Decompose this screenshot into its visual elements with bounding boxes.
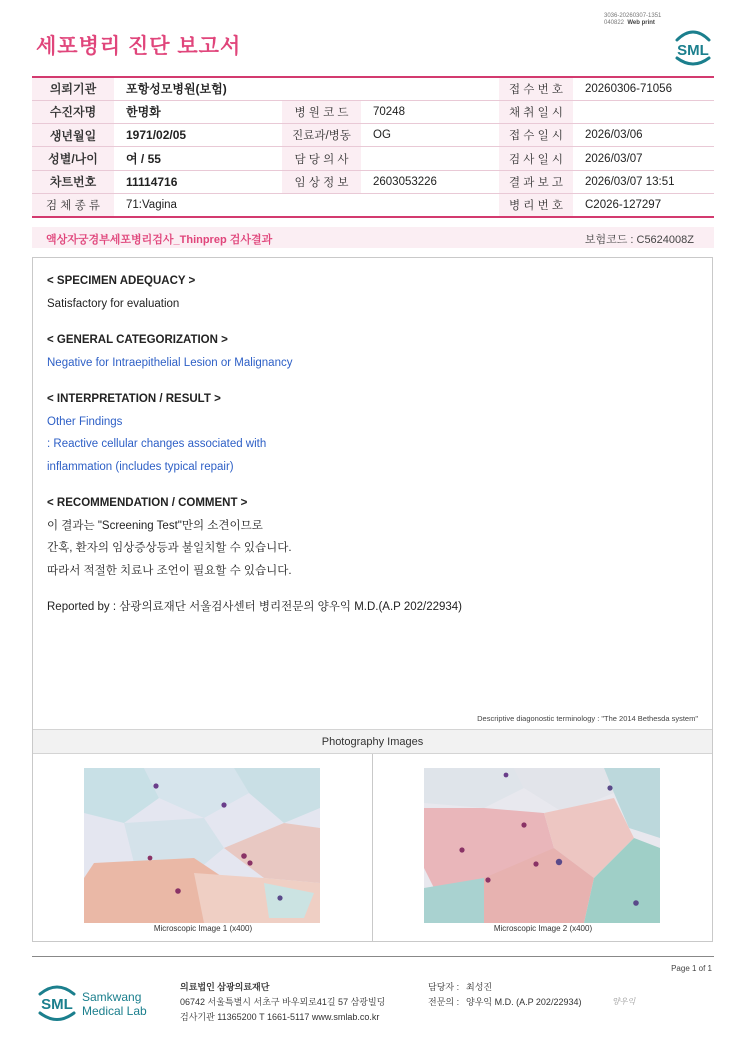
info-row bbox=[32, 124, 714, 147]
specimen-adequacy-value: Satisfactory for evaluation bbox=[47, 297, 180, 310]
info-row bbox=[32, 193, 714, 216]
info-label: 의뢰기관 bbox=[32, 77, 114, 100]
interpretation-heading: < INTERPRETATION / RESULT > bbox=[47, 393, 221, 405]
info-value: 여 / 55 bbox=[114, 147, 282, 170]
footer-divider bbox=[32, 956, 714, 957]
info-value: OG bbox=[361, 124, 499, 147]
interpretation-line2: : Reactive cellular changes associated with bbox=[47, 438, 267, 450]
print-code-line1: 3036-20260307-1351 bbox=[604, 13, 662, 19]
general-categorization-value: Negative for Intraepithelial Lesion or Malignancy bbox=[47, 356, 293, 369]
info-value: 2026/03/07 13:51 bbox=[573, 170, 714, 193]
info-row bbox=[32, 77, 714, 100]
print-code-line2: 040822 bbox=[604, 20, 625, 26]
info-label: 병 리 번 호 bbox=[499, 193, 573, 216]
info-label: 진료과/병동 bbox=[282, 124, 361, 147]
report-title: 세포병리 진단 보고서 bbox=[36, 35, 242, 58]
photo-cell-1 bbox=[33, 754, 373, 941]
samkwang-logo-icon bbox=[36, 980, 156, 1026]
report-box bbox=[32, 257, 713, 942]
info-label: 차트번호 bbox=[32, 170, 114, 193]
info-value: 포항성모병원(보험) bbox=[114, 77, 499, 100]
info-label: 성별/나이 bbox=[32, 147, 114, 170]
microscopic-image-1 bbox=[84, 768, 320, 923]
recommendation-line1: 이 결과는 "Screening Test"만의 소견이므로 bbox=[47, 519, 263, 532]
info-value: C2026-127297 bbox=[573, 193, 714, 216]
photo-caption-1: Microscopic Image 1 (x400) bbox=[153, 924, 253, 933]
info-label: 채 취 일 시 bbox=[499, 100, 573, 123]
org-contact: 검사기관 11365200 T 1661-5117 www.smlab.co.kr bbox=[180, 1012, 380, 1022]
info-value: 71:Vagina bbox=[114, 193, 499, 216]
reported-by: Reported by : 삼광의료재단 서울검사센터 병리전문의 양우익 M.D.(A.P 202/22934) bbox=[47, 601, 463, 613]
info-label: 생년월일 bbox=[32, 124, 114, 147]
info-value: 70248 bbox=[361, 100, 499, 123]
photo-section-header: Photography Images bbox=[33, 729, 712, 754]
org-name: 의료법인 삼광의료재단 bbox=[180, 982, 270, 992]
footer-organization bbox=[180, 980, 385, 1025]
doctor-signature: 양우익 bbox=[612, 997, 636, 1006]
staff-label: 담당자 : bbox=[428, 982, 460, 992]
info-value: 2026/03/06 bbox=[573, 124, 714, 147]
info-row bbox=[32, 100, 714, 123]
microscopic-image-2 bbox=[424, 768, 660, 923]
specimen-adequacy-heading: < SPECIMEN ADEQUACY > bbox=[47, 275, 196, 287]
info-label: 병 원 코 드 bbox=[282, 100, 361, 123]
report-body bbox=[47, 270, 697, 619]
info-value: 20260306-71056 bbox=[573, 77, 714, 100]
interpretation-line3: inflammation (includes typical repair) bbox=[47, 460, 234, 473]
info-value: 2026/03/07 bbox=[573, 147, 714, 170]
interpretation-line1: Other Findings bbox=[47, 415, 123, 428]
info-value: 1971/02/05 bbox=[114, 124, 282, 147]
doctor-label: 전문의 : bbox=[428, 997, 460, 1007]
exam-title: 액상자궁경부세포병리검사_Thinprep 검사결과 bbox=[46, 234, 273, 246]
bethesda-note: Descriptive diagonostic terminology : "The 2014 Bethesda system" bbox=[477, 714, 698, 723]
info-value: 11114716 bbox=[114, 170, 282, 193]
svg-text:SML: SML bbox=[41, 996, 73, 1013]
info-row bbox=[32, 147, 714, 170]
info-label: 결 과 보 고 bbox=[499, 170, 573, 193]
info-label: 검 사 일 시 bbox=[499, 147, 573, 170]
exam-title-bar bbox=[32, 227, 714, 248]
info-label: 담 당 의 사 bbox=[282, 147, 361, 170]
svg-text:Medical Lab: Medical Lab bbox=[82, 1004, 147, 1018]
recommendation-line2: 간혹, 환자의 임상증상등과 불일치할 수 있습니다. bbox=[47, 542, 292, 554]
org-address: 06742 서울특별시 서초구 바우뫼로41길 57 삼광빌딩 bbox=[180, 997, 386, 1007]
svg-text:SML: SML bbox=[677, 42, 709, 59]
svg-text:Samkwang: Samkwang bbox=[82, 990, 142, 1004]
info-label: 수진자명 bbox=[32, 100, 114, 123]
doctor-name: 양우익 M.D. (A.P 202/22934) bbox=[466, 997, 582, 1007]
staff-name: 최성진 bbox=[466, 982, 493, 992]
info-value: 2603053226 bbox=[361, 170, 499, 193]
info-label: 검 체 종 류 bbox=[32, 193, 114, 216]
web-print-label: Web print bbox=[627, 20, 655, 26]
info-value bbox=[361, 147, 499, 170]
recommendation-heading: < RECOMMENDATION / COMMENT > bbox=[47, 497, 248, 509]
sml-logo-icon bbox=[672, 26, 714, 66]
general-categorization-heading: < GENERAL CATEGORIZATION > bbox=[47, 334, 228, 346]
info-label: 임 상 정 보 bbox=[282, 170, 361, 193]
insurance-code: 보험코드 : C5624008Z bbox=[584, 234, 694, 246]
photo-cell-2 bbox=[373, 754, 713, 941]
info-value bbox=[573, 100, 714, 123]
patient-info-table bbox=[32, 76, 714, 218]
info-row bbox=[32, 170, 714, 193]
info-label: 접 수 번 호 bbox=[499, 77, 573, 100]
info-value: 한명화 bbox=[114, 100, 282, 123]
page-number: Page 1 of 1 bbox=[671, 964, 712, 973]
print-code bbox=[604, 13, 661, 27]
footer-staff bbox=[428, 980, 581, 1010]
recommendation-line3: 따라서 적절한 치료나 조언이 필요할 수 있습니다. bbox=[47, 564, 292, 577]
photo-caption-2: Microscopic Image 2 (x400) bbox=[493, 924, 593, 933]
info-label: 접 수 일 시 bbox=[499, 124, 573, 147]
